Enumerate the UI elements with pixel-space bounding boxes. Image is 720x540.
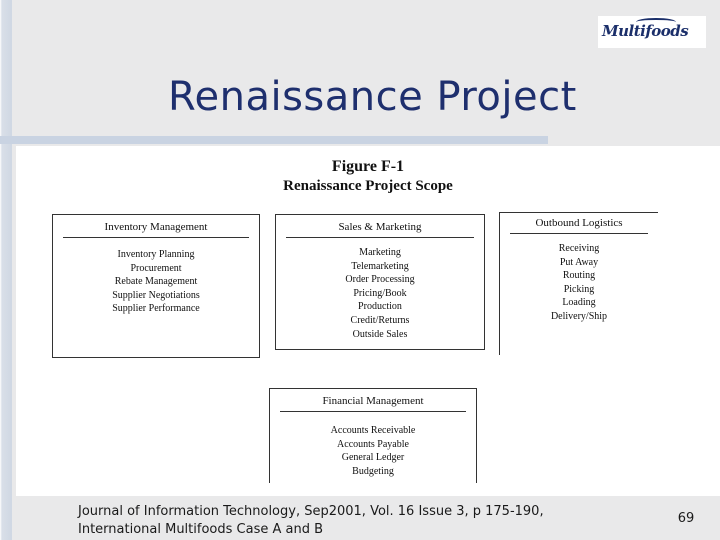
list-item: Pricing/Book [353, 287, 407, 299]
slide-title: Renaissance Project [168, 74, 577, 120]
list-item: Credit/Returns [350, 314, 410, 326]
box-inventory-management [52, 214, 260, 358]
list-item: Telemarketing [351, 260, 409, 272]
box-heading: Financial Management [280, 395, 466, 412]
title-underline [0, 136, 548, 144]
list-item: Supplier Performance [112, 303, 200, 315]
list-item: Production [358, 301, 402, 313]
box-item-list [53, 248, 259, 316]
list-item: Loading [562, 297, 596, 309]
list-item: Picking [563, 283, 595, 295]
footer-citation: Journal of Information Technology, Sep2001, Vol. 16 Issue 3, p 175-190, International Multifoods Case A and B [78, 504, 544, 537]
box-heading: Inventory Management [63, 221, 249, 238]
list-item: Routing [562, 270, 596, 282]
list-item: Accounts Receivable [330, 425, 416, 436]
list-item: Accounts Payable [337, 438, 409, 450]
box-heading: Outbound Logistics [510, 217, 648, 234]
list-item: Order Processing [345, 274, 415, 286]
list-item: Inventory Planning [117, 249, 195, 260]
box-item-list [500, 242, 658, 324]
logo-text: Multifoods [602, 22, 689, 40]
box-heading: Sales & Marketing [286, 221, 474, 238]
box-sales-marketing [275, 214, 485, 350]
list-item: Budgeting [352, 465, 394, 477]
left-accent-bar [0, 0, 12, 540]
figure-number: Figure F-1 [331, 158, 405, 175]
box-financial-management [269, 388, 477, 483]
list-item: Procurement [130, 262, 182, 274]
figure-image [16, 146, 720, 496]
list-item: Rebate Management [114, 276, 198, 288]
multifoods-logo [598, 16, 706, 48]
box-item-list [270, 424, 476, 478]
list-item: Delivery/Ship [550, 310, 608, 322]
list-item: Supplier Negotiations [112, 289, 200, 301]
page-number: 69 [677, 511, 695, 526]
list-item: Receiving [558, 243, 600, 254]
list-item: General Ledger [341, 452, 405, 464]
list-item: Put Away [559, 256, 599, 268]
box-outbound-logistics [499, 212, 658, 355]
figure-title: Renaissance Project Scope [283, 178, 453, 194]
box-item-list [276, 246, 484, 341]
list-item: Marketing [359, 247, 401, 258]
list-item: Outside Sales [352, 328, 408, 340]
